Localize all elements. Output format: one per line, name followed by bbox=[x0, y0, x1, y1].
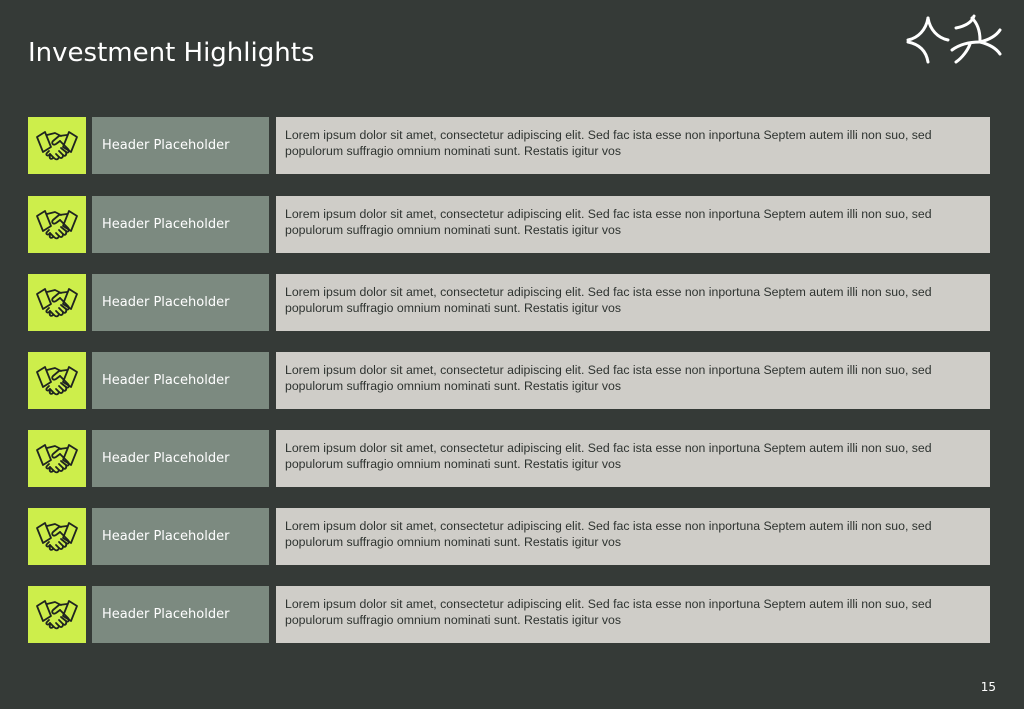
row-body-text: Lorem ipsum dolor sit amet, consectetur adipiscing elit. Sed fac ista esse non inportuna Septem autem illi non suo, sed populorum suffragio omnium nominati sunt. Restatis igitur vos bbox=[276, 508, 990, 565]
icon-tile bbox=[28, 508, 86, 565]
row-header: Header Placeholder bbox=[92, 274, 269, 331]
page-number: 15 bbox=[980, 680, 996, 694]
icon-tile bbox=[28, 117, 86, 174]
highlight-row bbox=[28, 430, 990, 487]
handshake-icon bbox=[35, 127, 79, 165]
row-body-text: Lorem ipsum dolor sit amet, consectetur adipiscing elit. Sed fac ista esse non inportuna Septem autem illi non suo, sed populorum suffragio omnium nominati sunt. Restatis igitur vos bbox=[276, 352, 990, 409]
row-header: Header Placeholder bbox=[92, 430, 269, 487]
handshake-icon bbox=[35, 596, 79, 634]
row-body-text: Lorem ipsum dolor sit amet, consectetur adipiscing elit. Sed fac ista esse non inportuna Septem autem illi non suo, sed populorum suffragio omnium nominati sunt. Restatis igitur vos bbox=[276, 430, 990, 487]
handshake-icon bbox=[35, 518, 79, 556]
row-header: Header Placeholder bbox=[92, 117, 269, 174]
highlight-row bbox=[28, 117, 990, 174]
highlight-row bbox=[28, 508, 990, 565]
icon-tile bbox=[28, 196, 86, 253]
sparkle-logo-icon bbox=[904, 14, 1002, 66]
handshake-icon bbox=[35, 284, 79, 322]
highlight-row bbox=[28, 196, 990, 253]
row-body-text: Lorem ipsum dolor sit amet, consectetur adipiscing elit. Sed fac ista esse non inportuna Septem autem illi non suo, sed populorum suffragio omnium nominati sunt. Restatis igitur vos bbox=[276, 274, 990, 331]
icon-tile bbox=[28, 274, 86, 331]
highlight-row bbox=[28, 352, 990, 409]
highlight-row bbox=[28, 274, 990, 331]
page-title: Investment Highlights bbox=[28, 38, 315, 68]
row-body-text: Lorem ipsum dolor sit amet, consectetur adipiscing elit. Sed fac ista esse non inportuna Septem autem illi non suo, sed populorum suffragio omnium nominati sunt. Restatis igitur vos bbox=[276, 586, 990, 643]
handshake-icon bbox=[35, 206, 79, 244]
row-header: Header Placeholder bbox=[92, 352, 269, 409]
highlight-row bbox=[28, 586, 990, 643]
row-body-text: Lorem ipsum dolor sit amet, consectetur adipiscing elit. Sed fac ista esse non inportuna Septem autem illi non suo, sed populorum suffragio omnium nominati sunt. Restatis igitur vos bbox=[276, 196, 990, 253]
handshake-icon bbox=[35, 362, 79, 400]
icon-tile bbox=[28, 430, 86, 487]
row-header: Header Placeholder bbox=[92, 196, 269, 253]
row-header: Header Placeholder bbox=[92, 508, 269, 565]
handshake-icon bbox=[35, 440, 79, 478]
icon-tile bbox=[28, 352, 86, 409]
row-body-text: Lorem ipsum dolor sit amet, consectetur adipiscing elit. Sed fac ista esse non inportuna Septem autem illi non suo, sed populorum suffragio omnium nominati sunt. Restatis igitur vos bbox=[276, 117, 990, 174]
icon-tile bbox=[28, 586, 86, 643]
row-header: Header Placeholder bbox=[92, 586, 269, 643]
